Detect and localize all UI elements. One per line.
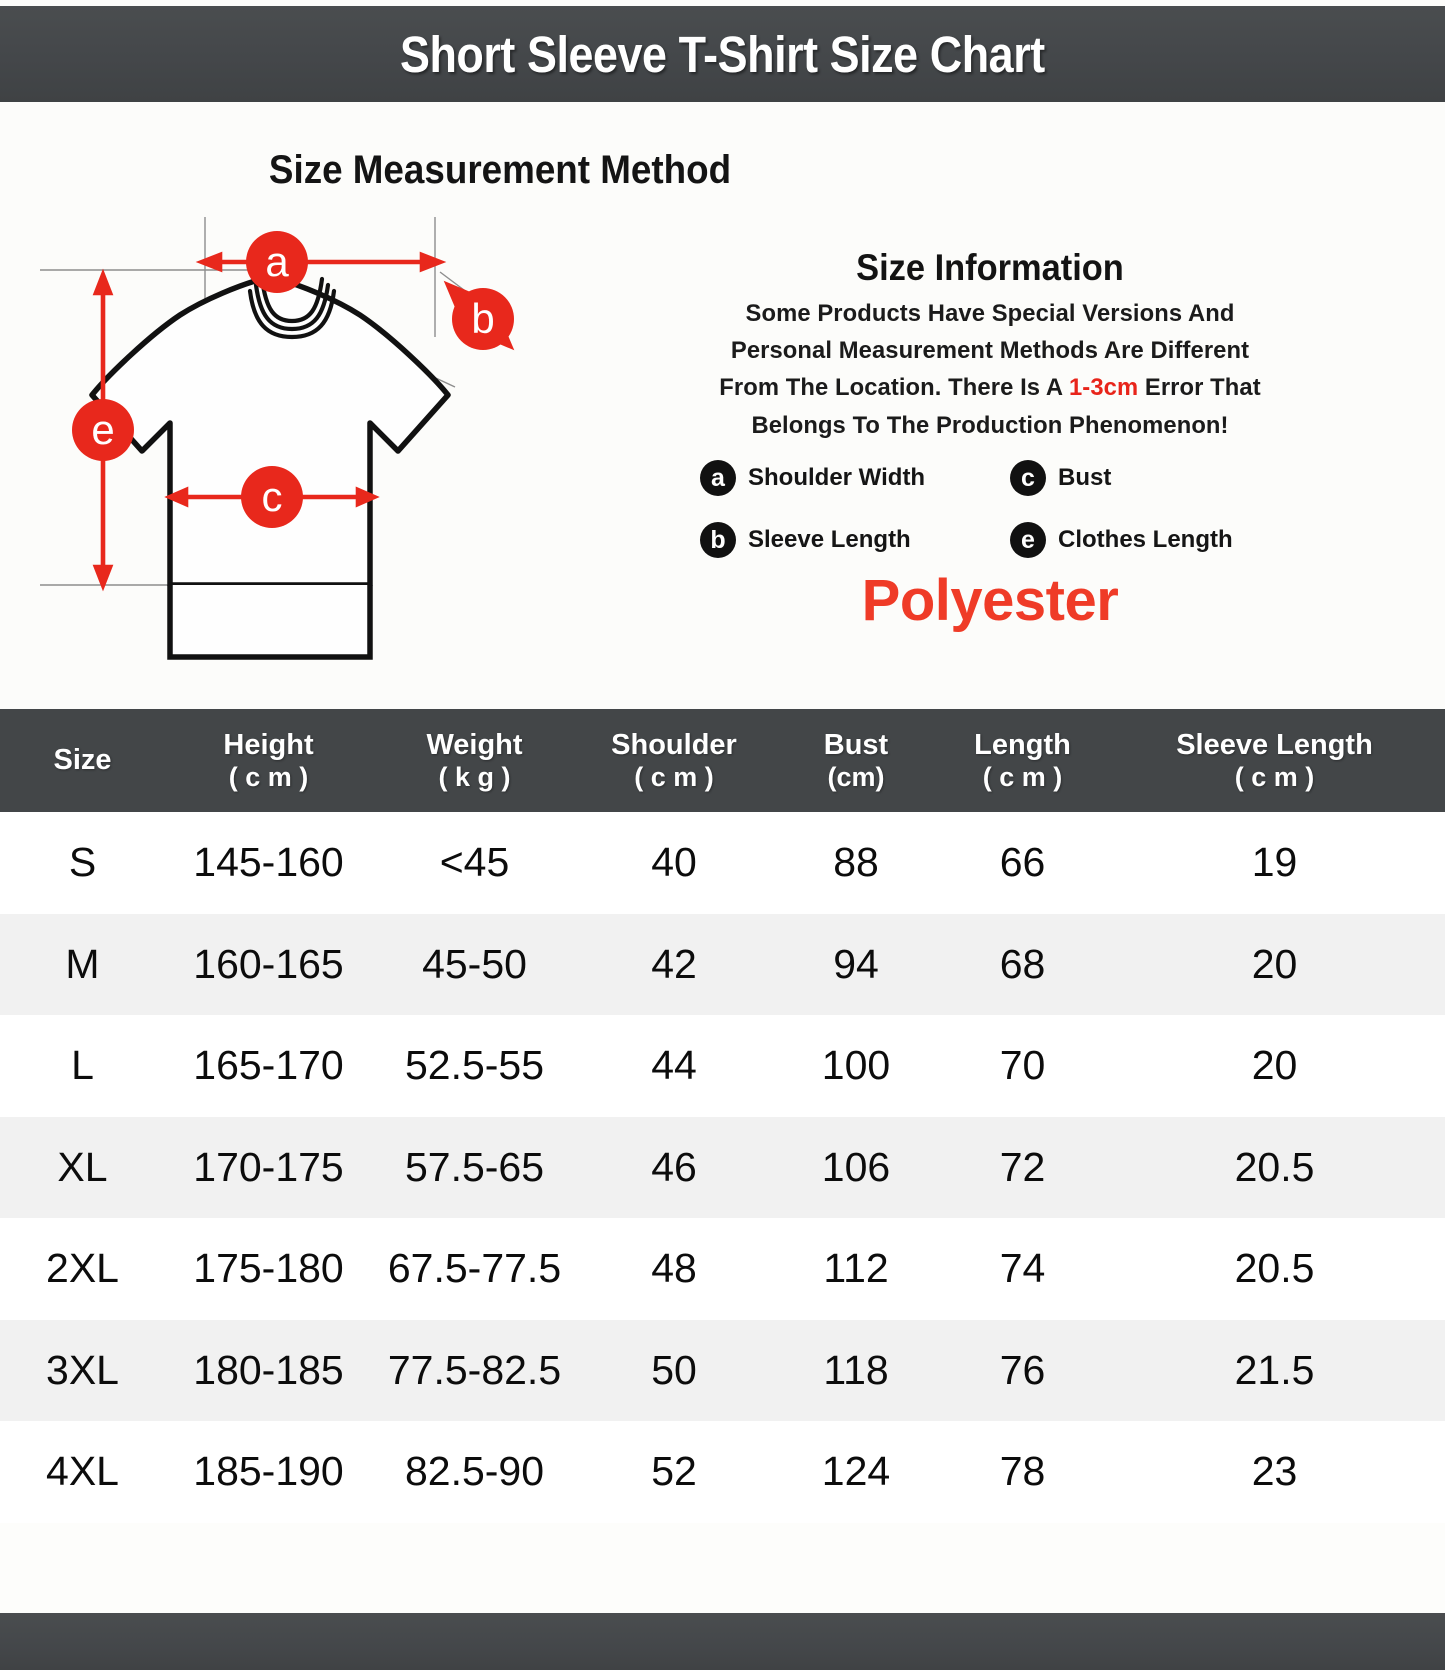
cell-bust: 94 (833, 940, 879, 987)
cell-height: 145-160 (193, 839, 344, 886)
cell-bust: 100 (821, 1042, 891, 1089)
cell-bust: 124 (821, 1448, 891, 1495)
cell-size: S (68, 839, 97, 886)
tolerance-value: 1-3cm (1068, 374, 1139, 402)
cell-height: 175-180 (193, 1245, 344, 1292)
info-line-1: Some Products Have Special Versions And (745, 300, 1235, 327)
cell-shoulder: 42 (651, 940, 697, 987)
col-header-size-name: Size (53, 743, 112, 776)
cell-sleeve-length: 23 (1251, 1448, 1298, 1495)
col-header-height-name: Height (223, 728, 314, 761)
col-header-bust-name: Bust (823, 728, 889, 761)
tshirt-diagram (30, 187, 690, 707)
method-title: Size Measurement Method (268, 148, 732, 192)
col-header-height-unit: ( c m ) (228, 761, 309, 792)
col-header-weight-name: Weight (426, 728, 523, 761)
table-header-row (0, 709, 1445, 812)
cell-height: 185-190 (193, 1448, 344, 1495)
table-row (0, 1015, 1445, 1117)
size-information-block (700, 247, 1280, 444)
page-footer-bar (0, 1613, 1445, 1670)
size-information-body (709, 295, 1272, 444)
cell-weight: 82.5-90 (404, 1448, 545, 1495)
cell-sleeve-length: 19 (1251, 839, 1298, 886)
legend-item-sleeve-length (700, 522, 1010, 558)
diagram-label-e (72, 399, 134, 461)
cell-shoulder: 46 (651, 1143, 697, 1190)
info-line-3-post: Error That (1138, 374, 1261, 402)
col-header-length-unit: ( c m ) (982, 761, 1063, 792)
table-row (0, 812, 1445, 914)
cell-height: 165-170 (193, 1042, 344, 1089)
measurement-legend (700, 460, 1280, 558)
cell-length: 66 (999, 839, 1046, 886)
cell-length: 74 (999, 1245, 1046, 1292)
svg-text:c: c (261, 473, 283, 520)
col-header-weight (372, 709, 577, 812)
cell-bust: 88 (833, 839, 879, 886)
cell-bust: 118 (823, 1346, 889, 1393)
legend-label-bust: Bust (1058, 464, 1112, 491)
legend-item-shoulder-width (700, 460, 1010, 496)
info-line-3-pre: From The Location. There Is A (719, 374, 1069, 402)
cell-bust: 112 (823, 1245, 889, 1292)
tshirt-svg (30, 187, 690, 707)
diagram-label-b (452, 288, 514, 350)
size-information-title: Size Information (856, 247, 1124, 288)
col-header-sleeve-length-name: Sleeve Length (1176, 728, 1373, 761)
measurement-method-section (0, 102, 1445, 709)
cell-weight: 77.5-82.5 (387, 1346, 562, 1393)
cell-sleeve-length: 21.5 (1234, 1346, 1315, 1393)
cell-length: 70 (999, 1042, 1046, 1089)
col-header-bust-unit: (cm) (827, 761, 885, 792)
cell-shoulder: 50 (651, 1346, 697, 1393)
col-header-weight-unit: ( k g ) (438, 761, 511, 792)
cell-bust: 106 (821, 1143, 891, 1190)
svg-text:a: a (265, 238, 289, 285)
cell-sleeve-length: 20 (1251, 940, 1298, 987)
cell-length: 76 (999, 1346, 1046, 1393)
cell-shoulder: 52 (651, 1448, 697, 1495)
cell-shoulder: 40 (651, 839, 697, 886)
info-line-4: Belongs To The Production Phenomenon! (751, 411, 1229, 439)
cell-size: M (65, 940, 100, 987)
col-header-bust (771, 709, 941, 812)
col-header-shoulder (577, 709, 771, 812)
col-header-sleeve-length-unit: ( c m ) (1234, 761, 1315, 792)
table-row (0, 1117, 1445, 1219)
legend-badge-e-icon: e (1010, 522, 1046, 558)
legend-badge-b-icon: b (700, 522, 736, 558)
svg-text:b: b (471, 295, 495, 342)
cell-length: 68 (999, 940, 1046, 987)
legend-label-sleeve-length: Sleeve Length (748, 526, 911, 553)
cell-weight: 67.5-77.5 (387, 1245, 562, 1292)
cell-size: 3XL (46, 1346, 119, 1393)
cell-shoulder: 44 (651, 1042, 697, 1089)
cell-size: 2XL (46, 1245, 119, 1292)
cell-weight: 45-50 (422, 940, 527, 987)
table-row (0, 914, 1445, 1016)
svg-text:e: e (91, 406, 115, 453)
cell-size: 4XL (46, 1448, 119, 1495)
table-row (0, 1320, 1445, 1422)
table-row (0, 1218, 1445, 1320)
cell-weight: 57.5-65 (404, 1143, 545, 1190)
legend-badge-c-icon: c (1010, 460, 1046, 496)
diagram-label-a (246, 231, 308, 293)
cell-shoulder: 48 (651, 1245, 697, 1292)
cell-sleeve-length: 20.5 (1234, 1245, 1315, 1292)
col-header-sleeve-length (1104, 709, 1445, 812)
material-label: Polyester (861, 568, 1119, 633)
diagram-label-c (241, 466, 303, 528)
cell-weight: 52.5-55 (404, 1042, 545, 1089)
legend-label-shoulder-width: Shoulder Width (748, 464, 926, 491)
cell-sleeve-length: 20 (1251, 1042, 1298, 1089)
cell-weight: <45 (439, 839, 510, 886)
table-row (0, 1421, 1445, 1523)
cell-height: 170-175 (193, 1143, 344, 1190)
page-title: Short Sleeve T-Shirt Size Chart (400, 25, 1045, 83)
legend-badge-a-icon: a (700, 460, 736, 496)
size-table-header (0, 709, 1445, 812)
size-table (0, 709, 1445, 1523)
cell-height: 180-185 (193, 1346, 344, 1393)
legend-label-clothes-length: Clothes Length (1058, 526, 1233, 553)
col-header-size (0, 709, 165, 812)
page-header-bar (0, 6, 1445, 102)
col-header-height (165, 709, 372, 812)
col-header-length (941, 709, 1104, 812)
col-header-shoulder-name: Shoulder (611, 728, 737, 761)
cell-size: L (71, 1042, 94, 1089)
cell-sleeve-length: 20.5 (1234, 1143, 1315, 1190)
info-line-3 (709, 369, 1272, 406)
col-header-shoulder-unit: ( c m ) (634, 761, 714, 792)
legend-item-bust (1010, 460, 1280, 496)
info-line-2: Personal Measurement Methods Are Different (730, 337, 1250, 365)
cell-length: 72 (999, 1143, 1046, 1190)
cell-height: 160-165 (193, 940, 344, 987)
cell-length: 78 (999, 1448, 1046, 1495)
size-table-body (0, 812, 1445, 1523)
legend-item-clothes-length (1010, 522, 1280, 558)
col-header-length-name: Length (974, 728, 1071, 761)
cell-size: XL (57, 1143, 108, 1190)
